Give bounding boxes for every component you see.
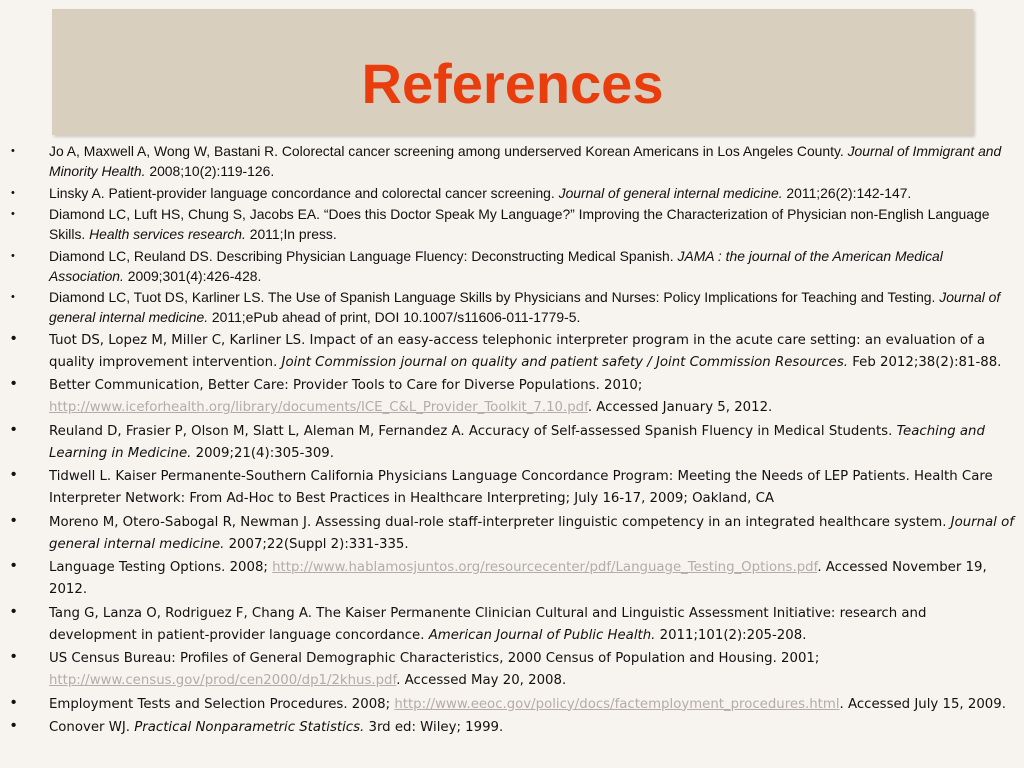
journal-name: Joint Commission journal on quality and patient safety / Joint Commission Resources. [281, 354, 848, 370]
journal-name: Journal of general internal medicine. [49, 514, 1014, 552]
reference-citation: 2008;10(2):119-126. [145, 163, 275, 179]
reference-item [8, 329, 1018, 373]
reference-item [8, 602, 1018, 646]
bullet: • [11, 329, 17, 347]
bullet: • [11, 186, 15, 199]
reference-link[interactable]: http://www.iceforhealth.org/library/documents/ICE_C&L_Provider_Toolkit_7.10.pdf [49, 400, 588, 415]
reference-citation: . Accessed November 19, 2012. [49, 560, 987, 597]
reference-citation: 2011;In press. [245, 226, 337, 242]
bullet: • [11, 375, 17, 392]
journal-name: Practical Nonparametric Statistics. [134, 720, 365, 735]
bullet: • [11, 602, 17, 620]
reference-item [8, 556, 1018, 600]
journal-name: JAMA : the journal of the American Medical Association. [49, 247, 943, 284]
bullet: • [11, 717, 17, 734]
bullet: • [11, 420, 17, 438]
reference-text: Diamond LC, Reuland DS. Describing Physician Language Fluency: Deconstructing Medical Spanish. [49, 247, 678, 264]
reference-link[interactable]: http://www.census.gov/prod/cen2000/dp1/2khus.pdf [49, 673, 397, 688]
reference-citation: . Accessed January 5, 2012. [587, 400, 773, 415]
reference-item [8, 287, 1018, 327]
reference-text: Moreno M, Otero-Sabogal R, Newman J. Assessing dual-role staff-interpreter linguistic competency in an integrated healthcare system. [49, 514, 951, 530]
bullet: • [11, 208, 15, 220]
journal-name: American Journal of Public Health. [428, 627, 656, 643]
bullet: • [11, 511, 17, 529]
reference-item [8, 246, 1018, 286]
journal-name: Journal of general internal medicine. [49, 289, 1001, 325]
journal-name: Journal of Immigrant and Minority Health. [49, 143, 1002, 179]
reference-citation: 2007;22(Suppl 2):331-335. [224, 536, 409, 552]
bullet: • [11, 466, 17, 483]
reference-citation: Feb 2012;38(2):81-88. [848, 354, 1002, 370]
bullet: • [11, 291, 15, 303]
reference-item [8, 141, 1018, 181]
reference-citation: 3rd ed: Wiley; 1999. [364, 720, 504, 735]
reference-item [8, 374, 1018, 418]
reference-citation: . Accessed July 15, 2009. [839, 696, 1006, 712]
reference-item [8, 183, 1018, 203]
page-title: References [361, 52, 664, 115]
reference-text: Language Testing Options. 2008; [49, 560, 273, 575]
reference-item [8, 511, 1018, 555]
bullet: • [11, 693, 17, 711]
reference-item [8, 465, 1018, 509]
reference-citation: 2011;101(2):205-208. [655, 627, 807, 643]
reference-citation: 2009;21(4):305-309. [191, 445, 334, 461]
bullet: • [11, 557, 17, 574]
reference-text: Tang G, Lanza O, Rodriguez F, Chang A. The Kaiser Permanente Clinician Cultural and Linguistic Assessment Initiative: research and development in patient-provider language concordance. [49, 605, 927, 643]
reference-text: Linsky A. Patient-provider language concordance and colorectal cancer screening. [49, 184, 559, 201]
reference-item [8, 420, 1018, 464]
reference-text: Conover WJ. [49, 720, 135, 735]
reference-text: Better Communication, Better Care: Provider Tools to Care for Diverse Populations. 2010; [49, 378, 643, 393]
journal-name: Teaching and Learning in Medicine. [49, 423, 985, 461]
reference-item [8, 716, 1018, 738]
reference-text: Employment Tests and Selection Procedures. 2008; [49, 696, 395, 712]
reference-item [8, 204, 1018, 244]
reference-text: Diamond LC, Tuot DS, Karliner LS. The Use of Spanish Language Skills by Physicians and Nurses: Policy Implications for Teaching and Testing. [49, 289, 940, 305]
reference-citation: 2009;301(4):426-428. [123, 267, 262, 284]
reference-item [8, 693, 1018, 715]
reference-list [8, 141, 1018, 740]
reference-link[interactable]: http://www.hablamosjuntos.org/resourcecenter/pdf/Language_Testing_Options.pdf [272, 560, 818, 575]
reference-citation: 2011;26(2):142-147. [782, 184, 912, 201]
bullet: • [11, 145, 15, 157]
reference-text: Diamond LC, Luft HS, Chung S, Jacobs EA. “Does this Doctor Speak My Language?” Improving the Characterization of Physician non-English Language Skills. [49, 206, 990, 242]
bullet: • [11, 249, 15, 262]
reference-citation: 2011;ePub ahead of print, DOI 10.1007/s11606-011-1779-5. [208, 309, 581, 325]
title-banner [52, 9, 973, 135]
reference-text: Tuot DS, Lopez M, Miller C, Karliner LS. Impact of an easy-access telephonic interpreter program in the acute care setting: an evaluation of a quality improvement intervention. [49, 332, 986, 370]
bullet: • [11, 648, 17, 665]
reference-item [8, 647, 1018, 691]
reference-text: Tidwell L. Kaiser Permanente-Southern California Physicians Language Concordance Program: Meeting the Needs of LEP Patients. Health Care Interpreter Network: From Ad-Hoc to Best Practices in Healthcare Interpreting; July 16-17, 2009; Oakland, CA [49, 469, 993, 506]
journal-name: Health services research. [89, 226, 246, 242]
reference-link[interactable]: http://www.eeoc.gov/policy/docs/factemployment_procedures.html [394, 696, 840, 712]
reference-text: Jo A, Maxwell A, Wong W, Bastani R. Colorectal cancer screening among underserved Korean Americans in Los Angeles County. [49, 143, 848, 159]
reference-citation: . Accessed May 20, 2008. [396, 673, 567, 688]
reference-text: US Census Bureau: Profiles of General Demographic Characteristics, 2000 Census of Population and Housing. 2001; [49, 651, 820, 666]
reference-text: Reuland D, Frasier P, Olson M, Slatt L, Aleman M, Fernandez A. Accuracy of Self-assessed Spanish Fluency in Medical Students. [49, 423, 897, 439]
journal-name: Journal of general internal medicine. [558, 184, 783, 201]
